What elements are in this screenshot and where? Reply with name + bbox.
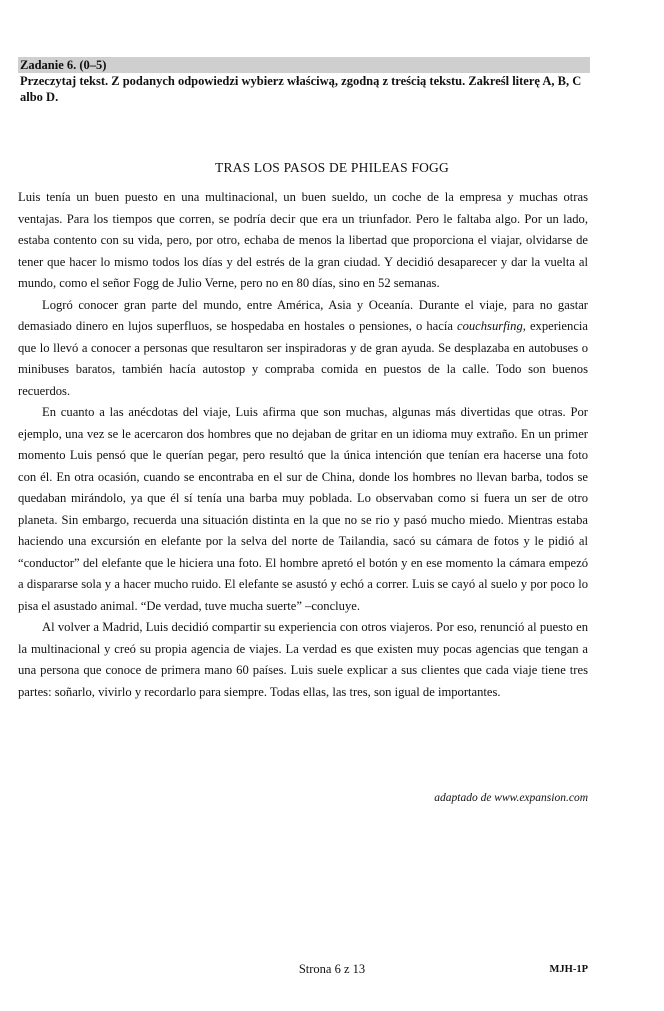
- article-paragraph-1: Luis tenía un buen puesto en una multinacional, un buen sueldo, un coche de la empresa y muchas otras ventajas. Para los tiempos que corren, se podría decir que era un triunfador. Pero le faltaba algo. Por un lado, estaba contento con su vida, pero, por otro, echaba de menos la libertad que proporciona el viajar, olvidarse de tener que hacer lo mismo todos los días y del estrés de la gran ciudad. Y decidió desaparecer y dar la vuelta al mundo, como el señor Fogg de Julio Verne, pero no en 80 días, sino en 52 semanas.: [18, 190, 588, 290]
- source-citation: adaptado de www.expansion.com: [434, 792, 588, 804]
- task-header: [18, 57, 590, 105]
- task-instruction: Przeczytaj tekst. Z podanych odpowiedzi wybierz właściwą, zgodną z treścią tekstu. Zakreśl literę A, B, C albo D.: [20, 74, 582, 104]
- page-number: Strona 6 z 13: [298, 962, 366, 976]
- article-body: [18, 187, 588, 703]
- paragraph-2-text-end: , experiencia que lo llevó a conocer a personas que resultaron ser inspiradoras y de gran ayuda. Se desplazaba en autobuses o minibuses baratos, también hacía autostop y compraba comida en puestos de la calle. Todo son buenos recuerdos.: [18, 319, 588, 398]
- article-paragraph-2: [18, 295, 588, 403]
- exam-code: MJH-1P: [549, 964, 588, 975]
- couchsurfing-term: couchsurfing: [456, 319, 523, 333]
- article-paragraph-4: Al volver a Madrid, Luis decidió compartir su experiencia con otros viajeros. Por eso, renunció al puesto en la multinacional y creó su propia agencia de viajes. La verdad es que existen muy pocas agencias que tengan a una persona que conoce de primera mano 60 países. Luis suele explicar a sus clientes que cada viaje tiene tres partes: soñarlo, vivirlo y recordarlo para siempre. Todas ellas, las tres, son igual de importantes.: [18, 620, 588, 699]
- article-paragraph-3: En cuanto a las anécdotas del viaje, Luis afirma que son muchas, algunas más divertidas que otras. Por ejemplo, una vez se le acercaron dos hombres que no dejaban de gritar en un idioma muy extraño. En un primer momento Luis pensó que le querían pegar, pero resultó que la única intención que tenían era hacerse una foto con él. En otra ocasión, cuando se encontraba en el sur de China, donde los hombres no llevan barba, todos se quedaban mirándolo, ya que él sí tenía una barba muy poblada. Lo observaban como si fuera un ser de otro planeta. Sin embargo, recuerda una situación distinta en la que no se rio y pasó mucho miedo. Mientras estaba haciendo una excursión en elefante por la selva del norte de Tailandia, sacó su cámara de fotos y le pidió al “conductor” del elefante que le hiciera una foto. El hombre apretó el botón y en ese momento la cámara empezó a dispararse sola y a hacer mucho ruido. El elefante se asustó y echó a correr. Luis se cayó al suelo y por poco lo pisa el asustado animal. “De verdad, tuve mucha suerte” –concluye.: [18, 405, 588, 613]
- article-title: TRAS LOS PASOS DE PHILEAS FOGG: [215, 160, 449, 175]
- task-title: Zadanie 6. (0–5): [18, 57, 590, 73]
- paragraph-2-text-start: Logró conocer gran parte del mundo, entre América, Asia y Oceanía. Durante el viaje, para no gastar demasiado dinero en lujos superfluos, se hospedaba en hostales o pensiones, o hacía: [18, 297, 588, 333]
